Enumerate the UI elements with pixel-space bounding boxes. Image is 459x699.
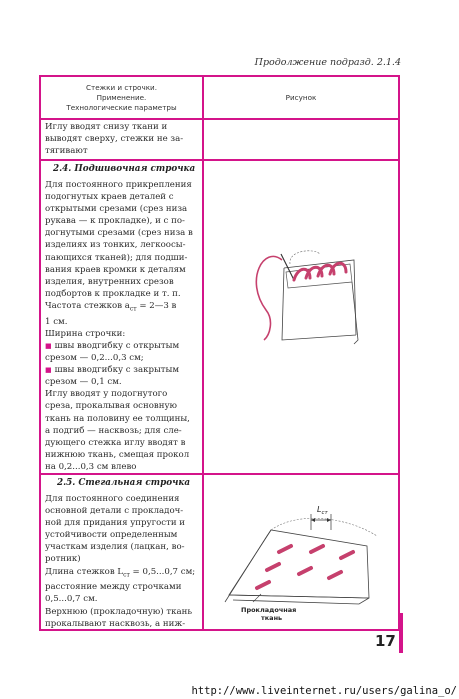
text-line: дующего стежка иглу вводят в	[45, 437, 186, 448]
text-line: Иглу вводят снизу ткани и	[45, 122, 168, 132]
text-line: подбортов к прокладке и т. п.	[45, 288, 181, 299]
length-subscript: ст	[123, 571, 130, 579]
section2-text	[45, 493, 200, 630]
text-line: изделиях из тонких, легкоосы-	[45, 240, 186, 251]
source-url[interactable]: http://www.liveinternet.ru/users/galina_o/	[191, 685, 457, 697]
page-number: 17	[375, 632, 396, 650]
frequency-label: Частота стежков a	[45, 300, 130, 311]
text-line: выводят сверху, стежки не за-	[45, 134, 184, 145]
text-line: изделия, внутренних срезов	[45, 276, 174, 287]
bullet-line	[45, 340, 200, 352]
text-line: 0,5...0,7 см.	[45, 594, 98, 605]
text-line: срезом — 0,1 см.	[45, 377, 122, 388]
page-number-bar	[399, 613, 403, 653]
section-title-quilting-stitch: 2.5. Стегальная строчка	[57, 478, 191, 488]
length-value: = 0,5...0,7 см;	[129, 566, 196, 577]
bullet-text: швы вводгибку с закрытым	[54, 365, 180, 376]
text-line: Иглу вводят у подогнутого	[45, 389, 168, 400]
text-line: пающихся тканей); для подши-	[45, 252, 188, 263]
bullet-text: швы вводгибку с открытым	[54, 340, 180, 351]
frequency-subscript: ст	[129, 305, 137, 313]
text-line: расстояние между строчками	[45, 582, 182, 593]
header-line: Технологические параметры	[66, 103, 177, 112]
quilting-stitch-figure	[219, 490, 384, 615]
table-row-divider-2	[39, 473, 400, 475]
table-header-divider	[39, 118, 400, 120]
header-cell-figure: Рисунок	[285, 93, 317, 102]
text-line: а подгиб — насквозь; для сле-	[45, 425, 182, 436]
bullet-marker: ■	[45, 366, 52, 375]
text-line: рукава — к прокладке), и с по-	[45, 216, 185, 227]
text-line: Ширина строчки:	[45, 328, 126, 339]
table-row-divider-1	[39, 159, 400, 161]
text-line: основной детали с прокладоч-	[45, 506, 184, 517]
table-border-top	[39, 75, 400, 77]
text-line: тягивают	[45, 146, 88, 157]
header-cell-parameters	[43, 83, 200, 113]
figure-caption-line: Прокладочная	[241, 606, 297, 614]
text-line: прокалывают насквозь, а ниж-	[45, 618, 186, 629]
text-line: устойчивости определенным	[45, 530, 178, 541]
text-line: среза, прокалывая основную	[45, 401, 177, 412]
text-line: срезом — 0,2...0,3 см;	[45, 353, 144, 364]
text-line: нижнюю ткань, смещая прокол	[45, 449, 190, 460]
text-line: ротник)	[45, 554, 81, 565]
header-line: Стежки и строчки.	[86, 83, 157, 92]
text-line: догнутыми срезами (срез низа в	[45, 228, 193, 239]
bullet-marker: ■	[45, 341, 52, 350]
text-line: на 0,2...0,3 см влево	[45, 461, 137, 472]
text-line: участкам изделия (лацкан, во-	[45, 542, 185, 553]
frequency-value: = 2—3 в	[136, 300, 177, 311]
stitch-table	[39, 75, 400, 631]
hemming-stitch-figure	[224, 240, 374, 350]
section-title-hemming-stitch: 2.4. Подшивочная строчка	[53, 164, 196, 174]
text-line: ной для придания упругости и	[45, 518, 186, 529]
text-line: открытыми срезами (срез низа	[45, 204, 188, 215]
header-line: Применение.	[96, 93, 147, 102]
intro-text	[45, 121, 200, 157]
text-line: ткань на половину ее толщины,	[45, 413, 190, 424]
length-label: Длина стежков L	[45, 566, 124, 577]
continuation-header: Продолжение подразд. 2.1.4	[254, 57, 401, 68]
text-line: Для постоянного прикрепления	[45, 180, 192, 190]
figure-caption-line: ткань	[261, 614, 283, 622]
section1-text	[45, 179, 200, 473]
stitch-length-figure-label	[317, 505, 328, 516]
figure-label-sub: ст	[321, 510, 328, 516]
text-line: 1 см.	[45, 316, 68, 327]
figure-label-main: L	[317, 505, 322, 514]
text-line: вания краев кромки к деталям	[45, 264, 186, 275]
text-line: подогнутых краев деталей с	[45, 192, 174, 203]
bullet-line	[45, 364, 200, 376]
text-line: Верхнюю (прокладочную) ткань	[45, 606, 193, 617]
text-line: Для постоянного соединения	[45, 494, 180, 504]
stitch-length-line	[45, 566, 200, 582]
stitch-frequency-line	[45, 300, 200, 316]
